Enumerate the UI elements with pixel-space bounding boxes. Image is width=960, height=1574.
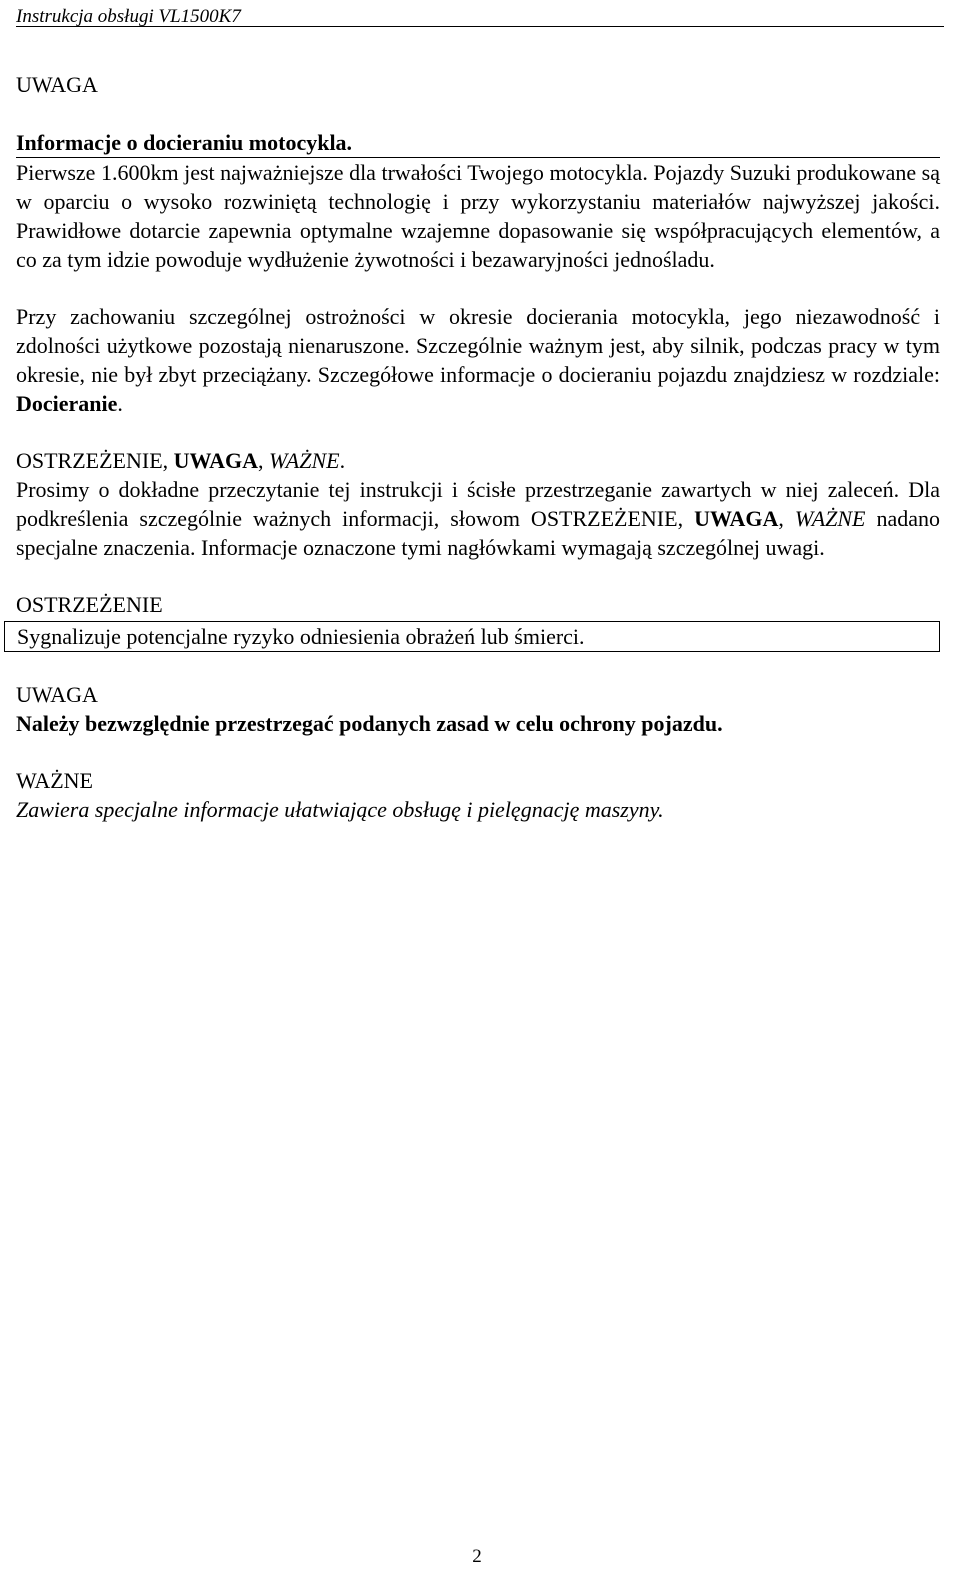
important-text: Zawiera specjalne informacje ułatwiające obsługę i pielęgnację maszyny. <box>16 797 664 822</box>
important-label: WAŻNE <box>16 768 93 793</box>
legend-heading <box>16 446 940 475</box>
uwaga-heading: UWAGA <box>16 72 98 97</box>
sentence-end: . <box>117 391 123 416</box>
intro-paragraph: Pierwsze 1.600km jest najważniejsze dla trwałości Twojego motocykla. Pojazdy Suzuki produkowane są w oparciu o wysoko rozwiniętą technologię i przy wykorzystaniu materiałów najwyższej jakości. Prawidłowe dotarcie zapewnia optymalne wzajemne dopasowanie się współpracujących elementów, a co za tym idzie powoduje wydłużenie żywotności i bezawaryjności jednośladu. <box>16 157 940 274</box>
legend-text-2: nadano specjalne znaczenia. Informacje oznaczone tymi nagłówkami wymagają szczególnej uwagi. <box>16 506 940 560</box>
legend-text-wazne: WAŻNE <box>794 506 866 531</box>
chapter-reference: Docieranie <box>16 391 118 416</box>
legend-text-separator: , <box>778 506 795 531</box>
running-in-text: Przy zachowaniu szczególnej ostrożności w okresie docierania motocykla, jego niezawodność i zdolności użytkowe pozostają nienaruszone. Szczególnie ważnym jest, aby silnik, podczas pracy w tym okresie, nie był zbyt przeciążany. Szczegółowe informacje o docieraniu pojazdu znajdziesz w rozdziale: <box>16 304 940 387</box>
legend-heading-end: . <box>339 448 346 473</box>
warning-box <box>4 621 940 652</box>
page-number-value: 2 <box>472 1546 482 1567</box>
document-title: Instrukcja obsługi VL1500K7 <box>16 6 241 27</box>
legend-text-1: Prosimy o dokładne przeczytanie tej instrukcji i ścisłe przestrzeganie zawartych w niej zaleceń. Dla podkreślenia szczególnie ważnych informacji, słowom OSTRZEŻENIE, <box>16 477 940 531</box>
warning-label: OSTRZEŻENIE <box>16 592 163 617</box>
legend-heading-separator: , <box>258 448 269 473</box>
caution-text: Należy bezwzględnie przestrzegać podanych zasad w celu ochrony pojazdu. <box>16 711 723 736</box>
warning-text: Sygnalizuje potencjalne ryzyko odniesienia obrażeń lub śmierci. <box>17 624 585 649</box>
running-in-paragraph <box>16 302 940 418</box>
section-title: Informacje o docieraniu motocykla. <box>16 130 353 155</box>
page-content <box>16 70 940 824</box>
legend-text-uwaga: UWAGA <box>694 506 779 531</box>
legend-paragraph <box>16 475 940 562</box>
legend-heading-ostrzezenie: OSTRZEŻENIE, <box>16 448 174 473</box>
page-number <box>0 1546 960 1568</box>
legend-heading-wazne: WAŻNE <box>269 448 340 473</box>
legend-heading-uwaga: UWAGA <box>173 448 258 473</box>
caution-label: UWAGA <box>16 682 98 707</box>
page-header <box>16 2 944 27</box>
